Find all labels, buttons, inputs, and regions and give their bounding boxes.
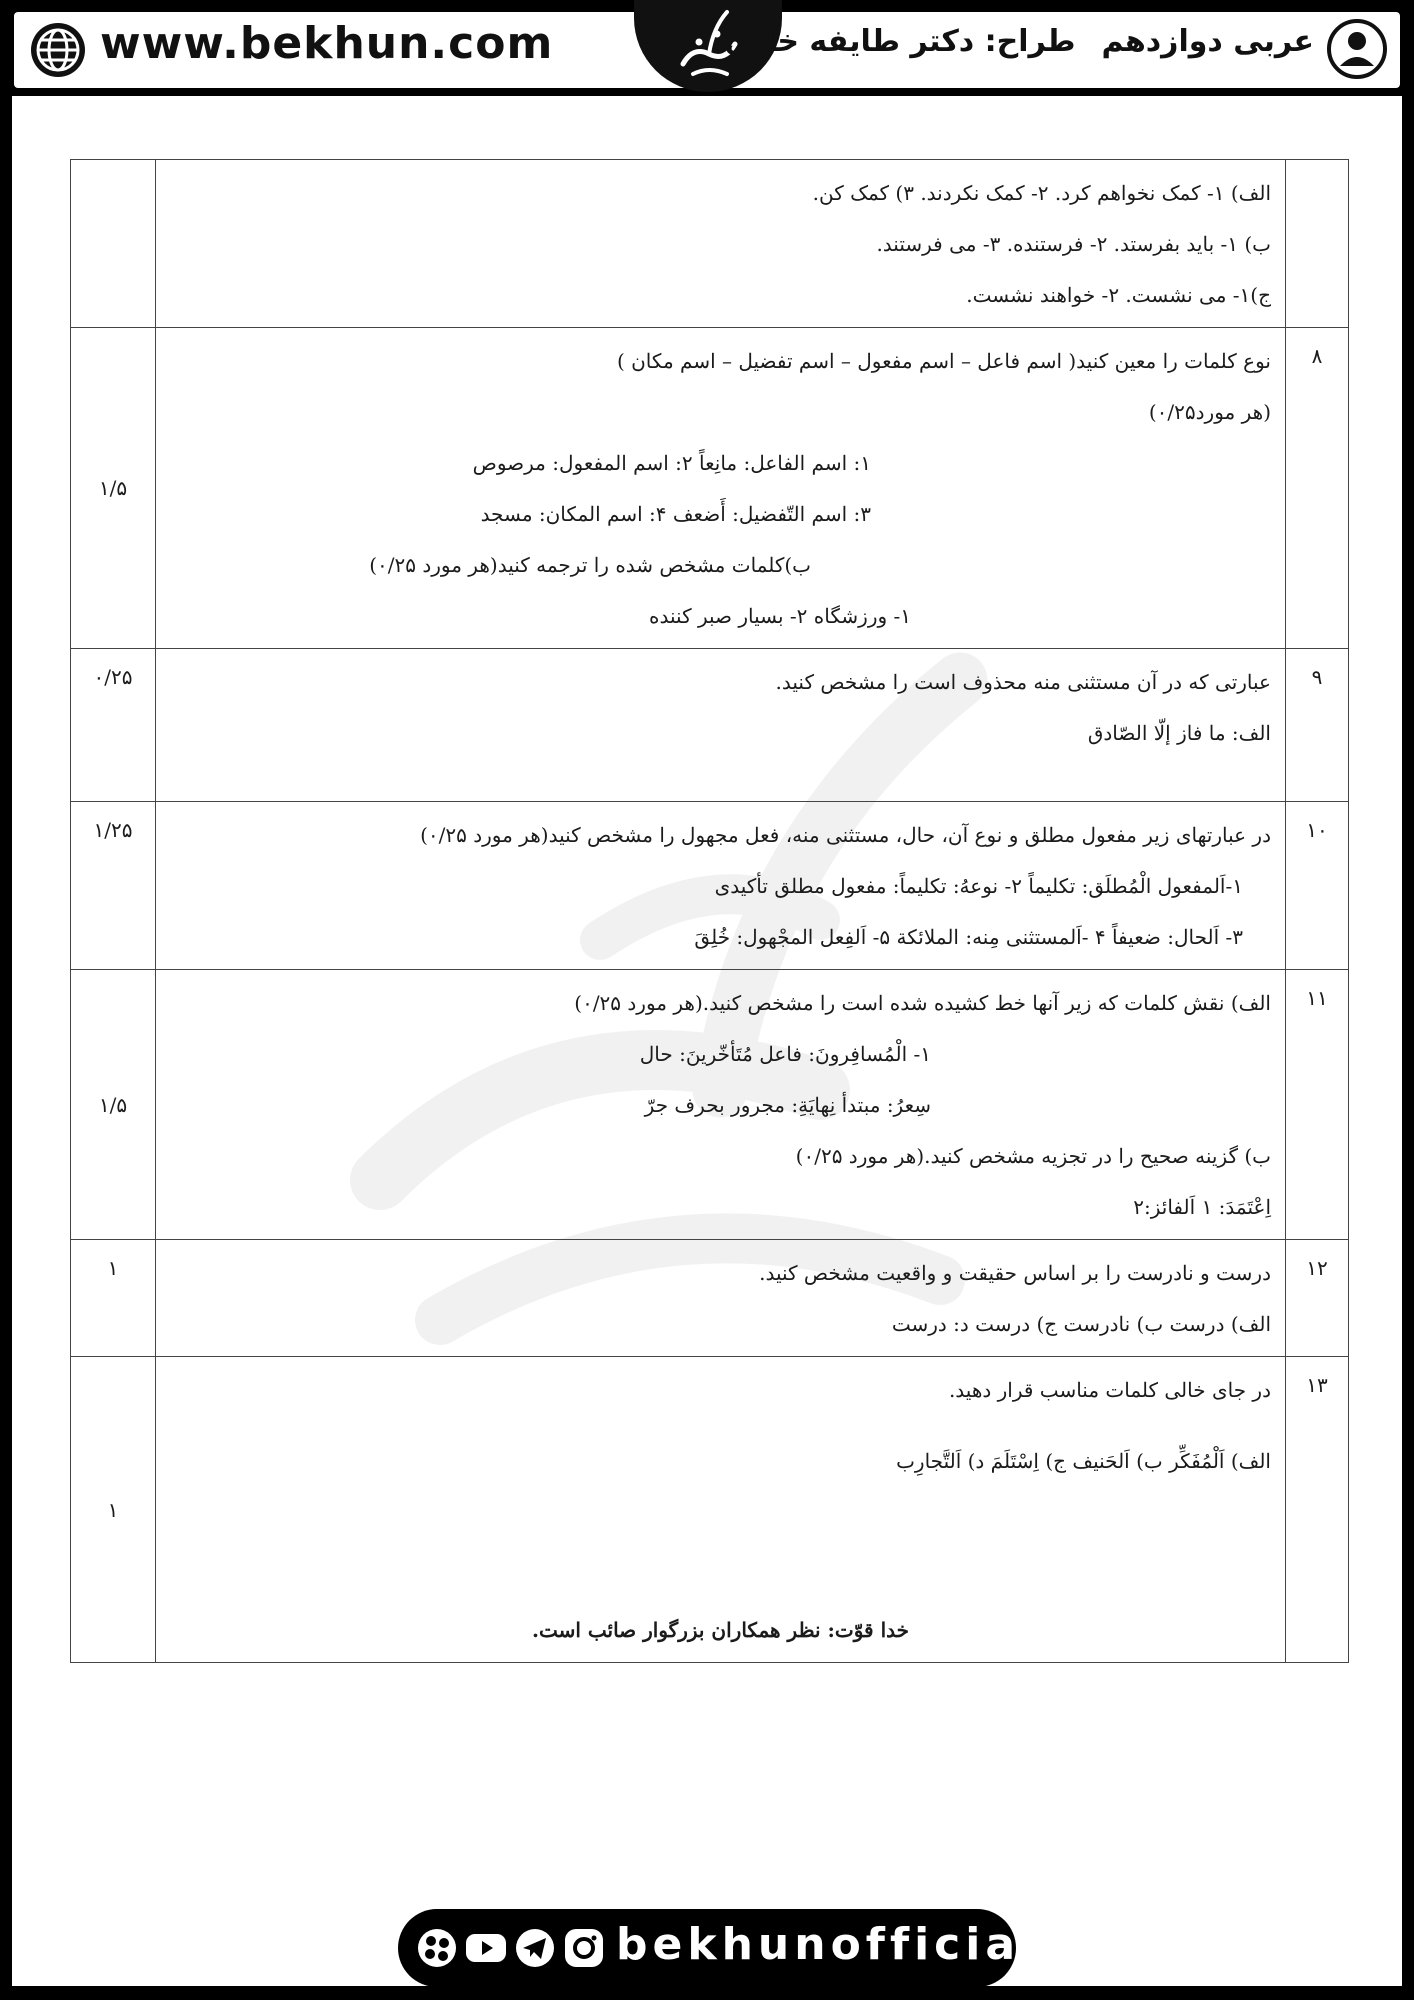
answer-line: در جای خالی کلمات مناسب قرار دهید. [948,1378,1271,1402]
answer-line: ۳- اَلحال: ضعیفاً ۴ -اَلمستثنی مِنه: الملائکة ۵- اَلفِعل المجْهول: خُلِقَ [694,925,1243,949]
score-cell: ۱/۵ [71,970,156,1240]
question-number: ۱۰ [1286,802,1349,970]
answer-line: در عبارتهای زیر مفعول مطلق و نوع آن، حال، مستثنی منه، فعل مجهول را مشخص کنید(هر مورد ۰/۲۵) [420,823,1271,847]
answer-line: نوع کلمات را معین کنید( اسم فاعل – اسم مفعول – اسم تفضیل – اسم مکان ) [616,349,1271,373]
score-cell: ۱/۲۵ [71,802,156,970]
website-url[interactable]: www.bekhun.com [100,18,554,69]
answer-line: ج)۱- می نشست. ۲- خواهند نشست. [966,283,1271,307]
question-number: ۱۲ [1286,1240,1349,1357]
answer-line: ۱- الْمُسافِرونَ: فاعل مُتَأخّرینَ: حال [639,1042,931,1066]
answer-line: عبارتی که در آن مستثنی منه محذوف است را مشخص کنید. [775,670,1271,694]
answer-line: ۱-اَلمفعول الْمُطلَق: تکلیماً ۲- نوعهُ: تکلیماً: مفعول مطلق تأکیدی [714,874,1243,898]
social-handle[interactable]: bekhunofficial [616,1919,1041,1970]
subject-title: عربی دوازدهم [1101,24,1314,59]
answer-line: (هر مورد۰/۲۵) [1148,400,1271,424]
answer-line: ب)کلمات مشخص شده را ترجمه کنید(هر مورد ۰/۲۵) [369,553,811,577]
question-number: ۹ [1286,649,1349,802]
closing-note: خدا قوّت: نظر همکاران بزرگوار صائب است. [532,1618,909,1642]
answer-line: سِعرُ: مبتدأ نِهایَةِ: مجرور بحرف جرّ [644,1093,931,1117]
question-number: ۸ [1286,328,1349,649]
answer-line: ب) گزینه صحیح را در تجزیه مشخص کنید.(هر مورد ۰/۲۵) [795,1144,1271,1168]
question-number: ۱۳ [1286,1357,1349,1663]
answer-line: الف: ما فاز إلّا الصّادق [1087,721,1271,745]
score-cell: ۱ [71,1240,156,1357]
score-cell: ۰/۲۵ [71,649,156,802]
answer-line: اِعْتَمَدَ: ۱ اَلفائز:۲ [1133,1195,1271,1219]
question-number: ۱۱ [1286,970,1349,1240]
answer-line: الف) ۱- کمک نخواهم کرد. ۲- کمک نکردند. ۳) کمک کن. [812,181,1271,205]
answer-line: ۳: اسم التّفضیل: أَضعف ۴: اسم المکان: مسجد [480,502,871,526]
answer-line: ۱- ورزشگاه ۲- بسیار صبر کننده [649,604,911,628]
answer-line: الف) نقش کلمات که زیر آنها خط کشیده شده است را مشخص کنید.(هر مورد ۰/۲۵) [574,991,1271,1015]
score-cell: ۱ [71,1357,156,1663]
answer-line: الف) درست ب) نادرست ج) درست د: درست [891,1312,1271,1336]
designer-name: طراح: دکتر طایفه خانی [724,24,1076,59]
answer-line: ب) ۱- باید بفرستد. ۲- فرستنده. ۳- می فرستند. [876,232,1271,256]
answer-line: الف) اَلْمُفَکِّر ب) اَلحَنیف ج) اِسْتَلَمَ د) اَلتَّجارِب [896,1449,1271,1473]
answer-line: ۱: اسم الفاعل: مانِعاً ۲: اسم المفعول: مرصوص [472,451,871,475]
score-cell: ۱/۵ [71,328,156,649]
answer-line: درست و نادرست را بر اساس حقیقت و واقعیت مشخص کنید. [759,1261,1271,1285]
